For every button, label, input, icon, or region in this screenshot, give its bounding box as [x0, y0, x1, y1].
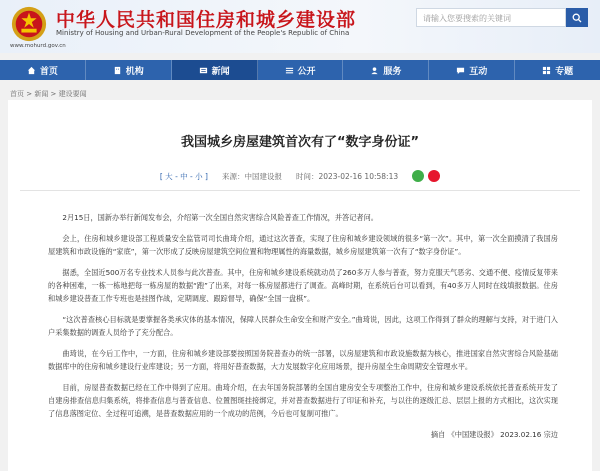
article-footer: 摘自 《中国建设报》 2023.02.16 宗边 — [430, 430, 558, 439]
paragraph: 据悉，全国近500万名专业技术人员参与此次普查。其中，住房和城乡建设系统就动员了260多万人参与普查，努力克服天气恶劣、交通不便、疫情反复带来的各种困难，一栋一栋地把每一栋房屋的数据“跑”了出来，对每一栋房屋都进行了调查。高峰时期，在系统后台可以看到，有40多万人同时在线填报数据。住房和城乡建设普查工作专班也是挂图作战，定期调度、跟踪督导，确保“全国一盘棋”。 — [48, 268, 558, 303]
article-source: 来源：中国建设报 — [221, 171, 282, 181]
font-size-switch[interactable] — [160, 171, 208, 182]
national-emblem-icon — [10, 5, 48, 43]
nav-topics[interactable] — [515, 60, 600, 80]
search-input[interactable]: 请输入您要搜索的关键词 — [416, 8, 566, 27]
site-url: www.mohurd.gov.cn — [10, 43, 66, 49]
divider — [20, 190, 580, 191]
article-body — [48, 211, 558, 449]
list-icon — [285, 66, 294, 75]
nav-organization[interactable] — [86, 60, 172, 80]
nav-label: 专题 — [555, 66, 574, 77]
nav-label: 服务 — [383, 66, 402, 77]
chat-icon — [456, 66, 465, 75]
nav-home[interactable] — [0, 60, 86, 80]
site-title[interactable]: 中华人民共和国住房和城乡建设部 — [56, 9, 357, 31]
building-icon — [113, 66, 122, 75]
paragraph: 会上，住房和城乡建设部工程质量安全监管司司长曲琦介绍，通过这次普查，实现了住房和城乡建设领域的很多“第一次”。其中，第一次全面摸清了我国房屋建筑和市政设施的“家底”，第一次形成了反映房屋建筑空间位置和物理属性的海量数据，城乡房屋建筑第一次有了“数字身份证”。 — [48, 234, 558, 256]
weibo-share-icon[interactable] — [428, 170, 440, 182]
paragraph: “这次普查核心目标就是要掌握各类承灾体的基本情况，保障人民群众生命安全和财产安全。”曲琦说，因此，这项工作得到了群众的理解与支持，对于进门入户采集数据的调查人员给予了充分配合。 — [48, 315, 558, 337]
share-buttons — [412, 170, 440, 182]
nav-label: 机构 — [125, 66, 144, 77]
service-icon — [370, 66, 379, 75]
nav-public[interactable] — [258, 60, 344, 80]
nav-label: 首页 — [39, 66, 58, 77]
nav-service[interactable] — [343, 60, 429, 80]
breadcrumb[interactable]: 首页 > 新闻 > 建设要闻 — [10, 90, 87, 98]
nav-label: 新闻 — [211, 66, 230, 77]
wechat-share-icon[interactable] — [412, 170, 424, 182]
search-button[interactable] — [566, 8, 588, 27]
main-nav — [0, 60, 600, 80]
home-icon — [27, 66, 36, 75]
site-header — [0, 0, 600, 53]
font-size-label[interactable]: [ 大 - 中 - 小 ] — [159, 171, 208, 181]
nav-news[interactable] — [172, 60, 258, 80]
article-title: 我国城乡房屋建筑首次有了“数字身份证” — [180, 135, 420, 150]
site-subtitle: Ministry of Housing and Urban-Rural Development of the People's Republic of China — [56, 29, 350, 37]
paragraph: 目前，房屋普查数据已经在工作中得到了应用。曲琦介绍，在去年国务院部署的全国自建房安全专项整治工作中，住房和城乡建设系统依托普查系统开发了自建房排查信息归集系统，将排查信息与普查信息、位置图斑挂接绑定，并对普查数据进行了印证和补充，与以往的逐级汇总、层层上报的方式相比，这次实现了信息落图定位、全过程可追溯，是普查数据应用的一个成功的范例，今后也可复制可推广。 — [48, 383, 558, 418]
nav-label: 公开 — [297, 66, 316, 77]
paragraph: 曲琦说，在今后工作中，一方面，住房和城乡建设部要按照国务院普查办的统一部署，以房屋建筑和市政设施数据为核心，推进国家自然灾害综合风险基础数据库中的住房和城乡建设行业库建设；另一方面，将用好普查数据，大力发展数字化应用场景，提升房屋全生命周期安全管理水平。 — [48, 349, 558, 371]
news-icon — [199, 66, 208, 75]
nav-interact[interactable] — [429, 60, 515, 80]
article-container — [8, 100, 592, 471]
search-icon — [572, 13, 582, 23]
paragraph: 2月15日，国新办举行新闻发布会，介绍第一次全国自然灾害综合风险普查工作情况，并答记者问。 — [62, 213, 378, 222]
article-time: 时间：2023-02-16 10:58:13 — [295, 171, 399, 181]
topic-icon — [542, 66, 551, 75]
article-meta — [8, 170, 592, 182]
nav-label: 互动 — [469, 66, 488, 77]
